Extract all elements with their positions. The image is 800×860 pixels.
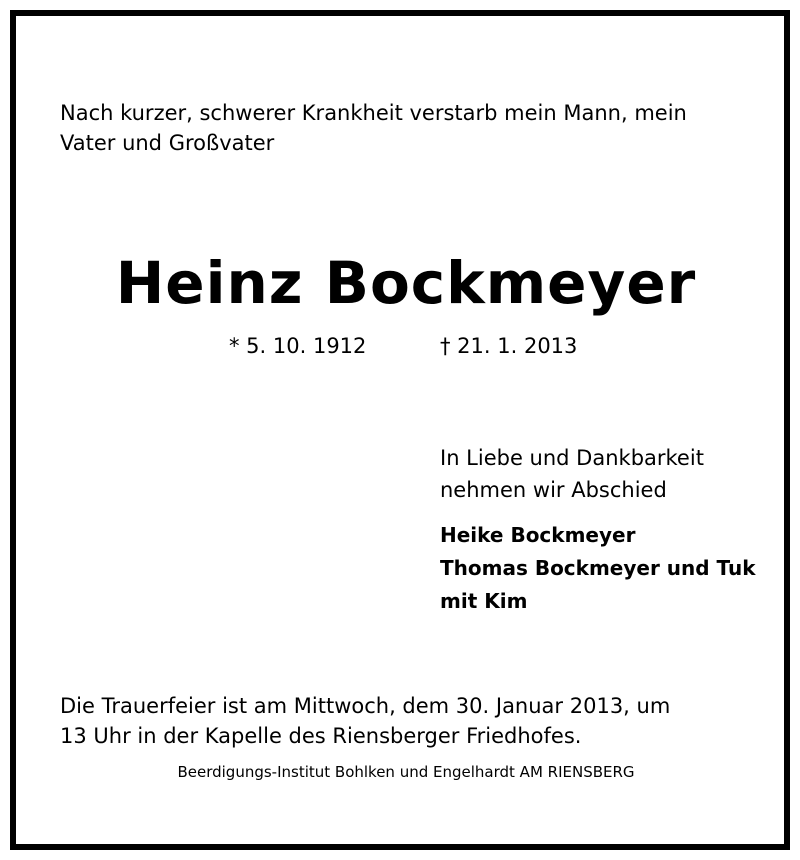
intro-line-2: Vater und Großvater — [60, 131, 275, 155]
farewell-line-1: In Liebe und Dankbarkeit — [440, 446, 704, 470]
service-line-1: Die Trauerfeier ist am Mittwoch, dem 30. Januar 2013, um — [60, 694, 671, 718]
mourner-line-1: Heike Bockmeyer — [440, 523, 636, 547]
farewell-text — [440, 442, 704, 506]
obituary-frame — [10, 10, 790, 850]
mourner-line-3: mit Kim — [440, 589, 528, 613]
intro-text — [60, 98, 760, 158]
undertaker-credit: Beerdigungs-Institut Bohlken und Engelhardt AM RIENSBERG — [177, 763, 635, 781]
birth-date: * 5. 10. 1912 — [229, 334, 367, 358]
farewell-line-2: nehmen wir Abschied — [440, 478, 667, 502]
deceased-name: Heinz Bockmeyer — [115, 249, 697, 317]
mourner-line-2: Thomas Bockmeyer und Tuk — [440, 556, 756, 580]
death-date: † 21. 1. 2013 — [440, 334, 578, 358]
mourners-list — [440, 519, 756, 618]
service-info — [60, 691, 760, 751]
intro-line-1: Nach kurzer, schwerer Krankheit verstarb mein Mann, mein — [60, 101, 687, 125]
service-line-2: 13 Uhr in der Kapelle des Riensberger Friedhofes. — [60, 724, 582, 748]
